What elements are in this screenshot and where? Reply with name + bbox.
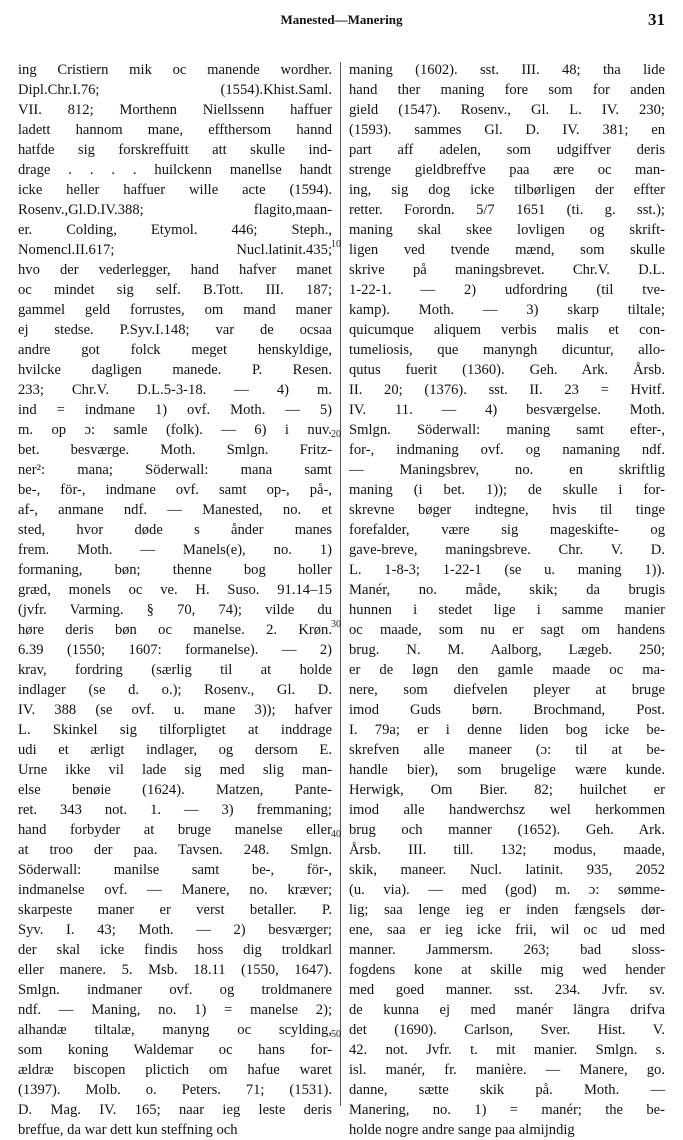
text-line: danne, sætte skik på. Moth. — [349, 1082, 665, 1098]
text-line: drage . . . . huilckenn manellse handt [18, 162, 332, 178]
text-line: strenge gieldbreffve paa ære oc man- [349, 162, 665, 178]
text-line: de kunna ej med manér längra drifva [349, 1002, 665, 1018]
text-line: 233; Chr.V. D.L.5-3-18. — 4) m. [18, 382, 332, 398]
text-line: bet. besværge. Moth. Smlgn. Fritz- [18, 442, 332, 458]
text-line: ligen ved tvende mænd, som skulle [349, 242, 665, 258]
text-line: 1-22-1. — 2) udfordring (til tve- [349, 282, 665, 298]
text-line: andre got folck meget henskyldige, [18, 342, 332, 358]
text-line: holde nogre andre sange paa almijndig [349, 1122, 575, 1138]
text-line: Årsb. III. till. 132; modus, maade, [349, 842, 665, 858]
text-line: gave-breve, maningsbreve. Chr. V. D. [349, 542, 665, 558]
text-line: (u. via). — med (god) m. ɔ: sømme- [349, 882, 665, 898]
text-line: hvilcke dagligen manede. P. Resen. [18, 362, 332, 378]
line-number: 10 [331, 239, 341, 250]
text-line: qutus fuerit (1360). Geh. Ark. Årsb. [349, 362, 665, 378]
text-line: af-, anmane ndf. — Manested, no. et [18, 502, 332, 518]
text-line: ing, sig dog icke tilbørligen der effter [349, 182, 665, 198]
text-line: hatfde sig forskreffuitt att skulle ind- [18, 142, 332, 158]
text-line: D. Mag. IV. 165; naar ieg leste deris [18, 1102, 332, 1118]
text-line: maning (i bet. 1)); de skulle i for- [349, 482, 665, 498]
text-line: gammel geld forrustes, om mand maner [18, 302, 332, 318]
text-line: ældræ biscopen plictich om hafue waret [18, 1062, 332, 1078]
text-line: Söderwall: manilse samt be-, för-, [18, 862, 332, 878]
page-number: 31 [648, 10, 665, 29]
text-line: breffue, da war dett kun steffning och [18, 1122, 238, 1138]
text-line: lig; saa lenge ieg er inden fængsels dør- [349, 902, 665, 918]
text-line: 6.39 (1550; 1607: formanelse). — 2) [18, 642, 332, 658]
text-line: indmanelse ovf. — Manere, no. kræver; [18, 882, 332, 898]
text-line: L. Skinkel sig tilforpligtet at inddrage [18, 722, 332, 738]
text-line: icke heller haffuer wille acte (1594). [18, 182, 332, 198]
text-line: skrefven alle maneer (ɔ: til at be- [349, 742, 665, 758]
text-line: høre deris bøn oc manelse. 2. Krøn. [18, 622, 332, 638]
text-line: hand ther maning fore som for anden [349, 82, 665, 98]
text-line: Manering, no. 1) = manér; the be- [349, 1102, 665, 1118]
text-line: græd, monels oc ve. H. Suso. 91.14–15 [18, 582, 332, 598]
text-line: quicumque aliquem verbis malis et con- [349, 322, 665, 338]
text-line: ret. 343 not. 1. — 3) fremmaning; [18, 802, 332, 818]
text-line: ind = indmane 1) ovf. Moth. — 5) [18, 402, 332, 418]
text-line: Smlgn. indmaner ovf. og troldmanere [18, 982, 332, 998]
text-line: manner. Jammersm. 263; bad sloss- [349, 942, 665, 958]
text-line: alhandæ tiltalæ, manyng oc scylding, [18, 1022, 332, 1038]
text-line: der skal icke findis hoss dig troldkarl [18, 942, 332, 958]
text-line: ndf. — Maning, no. 1) = manelse 2); [18, 1002, 332, 1018]
text-line: imod alle handwerchsz wel herkommen [349, 802, 665, 818]
text-line: VII. 812; Morthenn Niellssenn haffuer [18, 102, 332, 118]
text-line: Smlgn. Söderwall: maning samt efter-, [349, 422, 665, 438]
text-line: be-, för-, indmane ovf. samt op-, på-, [18, 482, 332, 498]
text-line: udi et ærligt indlager, og dersom E. [18, 742, 332, 758]
line-number: 20 [331, 429, 341, 440]
text-line: er de løgn den gamle maade oc ma- [349, 662, 665, 678]
text-line: gield (1547). Rosenv., Gl. L. IV. 230; [349, 102, 665, 118]
text-line: maning (1602). sst. III. 48; tha lide [349, 62, 665, 78]
text-line: Rosenv.,Gl.D.IV.388; flagito,maan- [18, 202, 332, 218]
text-line: ej stedse. P.Syv.I.148; var de ocsaa [18, 322, 332, 338]
text-line: frem. Moth. — Manels(e), no. 1) [18, 542, 332, 558]
text-line: krav, fordring (særlig til at holde [18, 662, 332, 678]
text-line: maning skal skee lovligen og skrift- [349, 222, 665, 238]
text-line: oc mindet sig self. B.Tott. III. 187; [18, 282, 332, 298]
left-column [18, 60, 332, 1140]
text-line: brug. N. M. Aalborg, Lægeb. 250; [349, 642, 665, 658]
text-line: (1593). sammes Gl. D. IV. 381; en [349, 122, 665, 138]
text-line: I. 79a; er i denne liden bog icke be- [349, 722, 665, 738]
text-line: Dipl.Chr.I.76; (1554).Khist.Saml. [18, 82, 332, 98]
text-line: imod Guds børn. Brochmand, Post. [349, 702, 665, 718]
text-line: hunnen i stedet lige i samme manier [349, 602, 665, 618]
text-line: Herwigk, Om Bier. 82; huilchet er [349, 782, 665, 798]
running-head: Manested—Manering [280, 12, 403, 27]
text-line: handle bier), som brugelige wære kunde. [349, 762, 665, 778]
text-line: skik, maneer. Nucl. latinit. 935, 2052 [349, 862, 665, 878]
text-line: kamp). Moth. — 3) skarp tiltale; [349, 302, 665, 318]
text-line: hand forbyder at bruge manelse eller [18, 822, 332, 838]
text-line: retter. Forordn. 5/7 1651 (ti. g. sst.); [349, 202, 665, 218]
text-line: brug och manner (1652). Geh. Ark. [349, 822, 665, 838]
text-line: hvo der vederlegger, hand hafver manet [18, 262, 332, 278]
text-line: Nomencl.II.617; Nucl.latinit.435; [18, 242, 332, 258]
text-line: IV. 388 (se ovf. u. mane 3)); hafver [18, 702, 332, 718]
text-line: L. 1-8-3; 1-22-1 (se u. maning 1)). [349, 562, 665, 578]
column-divider [340, 62, 341, 1106]
text-line: med goed manner. sst. 234. Jvfr. sv. [349, 982, 665, 998]
text-line: II. 20; (1376). sst. II. 23 = Hvitf. [349, 382, 665, 398]
text-line: — Maningsbrev, no. en skriftlig [349, 462, 665, 478]
text-line: (1397). Molb. o. Peters. 71; (1531). [18, 1082, 332, 1098]
text-line: else benøie (1624). Matzen, Pante- [18, 782, 332, 798]
text-line: tumeliosis, que manyngh dicuntur, allo- [349, 342, 665, 358]
text-line: nere, som diefvelen pleyer at bruge [349, 682, 665, 698]
text-line: 42. not. Jvfr. t. mit manier. Smlgn. s. [349, 1042, 665, 1058]
text-line: er. Colding, Etymol. 446; Steph., [18, 222, 332, 238]
text-line: isl. manér, fr. manière. — Manere, go. [349, 1062, 665, 1078]
text-line: ene, saa er ieg icke frii, wil oc ud med [349, 922, 665, 938]
text-line: at troo der paa. Tavsen. 248. Smlgn. [18, 842, 332, 858]
text-line: fogdens kone at skille mig wed hender [349, 962, 665, 978]
text-line: skrevne bøger indtegne, hvis til tinge [349, 502, 665, 518]
text-line: formaning, bøn; thenne bog holler [18, 562, 332, 578]
text-line: ing Cristiern mik oc manende wordher. [18, 62, 332, 78]
text-line: som koning Waldemar oc hans for- [18, 1042, 332, 1058]
right-column [349, 60, 665, 1140]
text-line: for-, indmaning ovf. og namaning ndf. [349, 442, 665, 458]
text-line: ladett hannom mane, effthersom hannd [18, 122, 332, 138]
line-number: 40 [331, 829, 341, 840]
text-line: (jvfr. Varming. § 70, 74); vilde du [18, 602, 332, 618]
text-line: det (1690). Carlson, Sver. Hist. V. [349, 1022, 665, 1038]
text-line: sted, hvor døde s ånder manes [18, 522, 332, 538]
text-line: part aff adelen, som udgiffver deris [349, 142, 665, 158]
text-line: eller manere. 5. Msb. 18.11 (1550, 1647). [18, 962, 332, 978]
text-line: IV. 11. — 4) besværgelse. Moth. [349, 402, 665, 418]
page-header [0, 10, 683, 34]
text-line: m. op ɔ: samle (folk). — 6) i nuv. [18, 422, 332, 438]
line-number: 50 [331, 1029, 341, 1040]
text-line: skrive på maningsbrevet. Chr.V. D.L. [349, 262, 665, 278]
text-line: Manér, no. måde, skik; da brugis [349, 582, 665, 598]
text-line: oc maade, som nu er sagt om handens [349, 622, 665, 638]
text-line: Urne ikke vil lade sig med slig man- [18, 762, 332, 778]
text-line: indlager (se d. o.); Rosenv., Gl. D. [18, 682, 332, 698]
text-line: Syv. I. 43; Moth. — 2) besværger; [18, 922, 332, 938]
text-line: ner²: mana; Söderwall: mana samt [18, 462, 332, 478]
text-line: skarpeste maner er verst betaller. P. [18, 902, 332, 918]
text-line: forefalder, være sig mageskifte- og [349, 522, 665, 538]
line-number: 30 [331, 619, 341, 630]
